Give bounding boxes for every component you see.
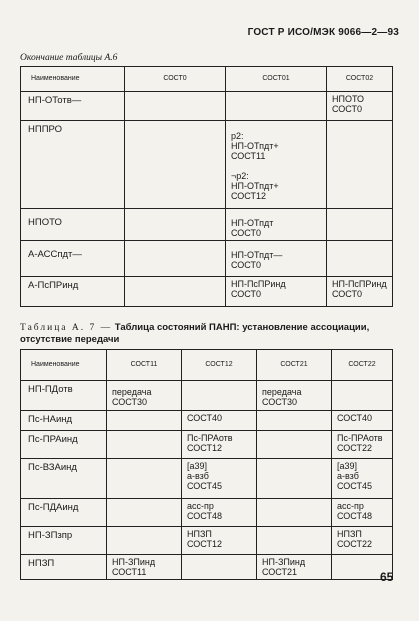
t2-row-name: НП-ЗПзпр (21, 527, 107, 555)
t1-cell (125, 121, 226, 209)
t2-cell: [a39] а-взб СОСТ45 (182, 459, 257, 499)
t2-cell: СОСТ40 (332, 411, 393, 431)
t2-row-name: Пс-ПРАинд (21, 431, 107, 459)
t2-cell (257, 499, 332, 527)
t2-row-name: НП-ПДотв (21, 381, 107, 411)
t1-cell: НПОТО СОСТ0 (327, 92, 393, 121)
t1-row-name: А-АССпдт— (21, 241, 125, 277)
t2-header-col4: СОСТ22 (332, 350, 393, 381)
t1-row-name: НПОТО (21, 209, 125, 241)
t1-cell (327, 121, 393, 209)
t2-row-name: Пс-ПДАинд (21, 499, 107, 527)
caption-text: Таблица состояний ПАНП: установление ассоциации, отсутствие передачи (20, 322, 370, 345)
t2-cell (107, 431, 182, 459)
t1-cell (125, 241, 226, 277)
t1-cell (226, 92, 327, 121)
t2-header-name: Наименование (21, 350, 107, 381)
t1-row-name: НП-ОТотв— (21, 92, 125, 121)
t2-cell (107, 499, 182, 527)
t2-cell (332, 381, 393, 411)
t2-cell (257, 431, 332, 459)
t2-cell: НПЗП СОСТ12 (182, 527, 257, 555)
t1-cell: p2: НП-ОТпдт+ СОСТ11 ¬p2: НП-ОТпдт+ СОСТ12 (226, 121, 327, 209)
t2-cell: передача СОСТ30 (107, 381, 182, 411)
t2-cell: НП-ЗПинд СОСТ11 (107, 555, 182, 580)
t2-cell (107, 411, 182, 431)
t2-cell: Пс-ПРАотв СОСТ22 (332, 431, 393, 459)
table-a7 (20, 349, 393, 580)
t1-cell (125, 277, 226, 307)
t2-cell: асс-пр СОСТ48 (332, 499, 393, 527)
t2-cell (257, 459, 332, 499)
page-number: 65 (380, 570, 394, 584)
caption-prefix: Таблица А. 7 — (20, 323, 113, 333)
t2-cell: [a39] а-взб СОСТ45 (332, 459, 393, 499)
t1-header-name: Наименование (21, 67, 125, 92)
t2-cell: НПЗП СОСТ22 (332, 527, 393, 555)
t2-cell (107, 459, 182, 499)
t2-cell (257, 527, 332, 555)
t1-header-col2: СОСТ01 (226, 67, 327, 92)
t2-cell: Пс-ПРАотв СОСТ12 (182, 431, 257, 459)
t2-cell: асс-пр СОСТ48 (182, 499, 257, 527)
t1-cell (125, 92, 226, 121)
t2-cell: СОСТ40 (182, 411, 257, 431)
t2-row-name: Пс-НАинд (21, 411, 107, 431)
table-a6-end (20, 66, 393, 307)
t2-row-name: НПЗП (21, 555, 107, 580)
t2-cell (107, 527, 182, 555)
t1-cell (327, 241, 393, 277)
t1-cell (327, 209, 393, 241)
t2-cell: передача СОСТ30 (257, 381, 332, 411)
continuation-label: Окончание таблицы А.6 (20, 53, 118, 63)
t1-header-col3: СОСТ02 (327, 67, 393, 92)
running-header: ГОСТ Р ИСО/МЭК 9066—2—93 (247, 27, 399, 38)
t1-row-name: А-ПсПРинд (21, 277, 125, 307)
t2-cell (257, 411, 332, 431)
t1-cell: НП-ПсПРинд СОСТ0 (327, 277, 393, 307)
t2-cell (182, 555, 257, 580)
t1-cell: НП-ПсПРинд СОСТ0 (226, 277, 327, 307)
t2-row-name: Пс-ВЗАинд (21, 459, 107, 499)
t2-header-col2: СОСТ12 (182, 350, 257, 381)
t2-header-col1: СОСТ11 (107, 350, 182, 381)
t1-row-name: НППРО (21, 121, 125, 209)
t1-cell (125, 209, 226, 241)
t1-cell: НП-ОТпдт— СОСТ0 (226, 241, 327, 277)
t1-header-col1: СОСТ0 (125, 67, 226, 92)
t2-cell (182, 381, 257, 411)
table-a7-caption (20, 322, 396, 346)
t2-cell: НП-ЗПинд СОСТ21 (257, 555, 332, 580)
t2-header-col3: СОСТ21 (257, 350, 332, 381)
t1-cell: НП-ОТпдт СОСТ0 (226, 209, 327, 241)
